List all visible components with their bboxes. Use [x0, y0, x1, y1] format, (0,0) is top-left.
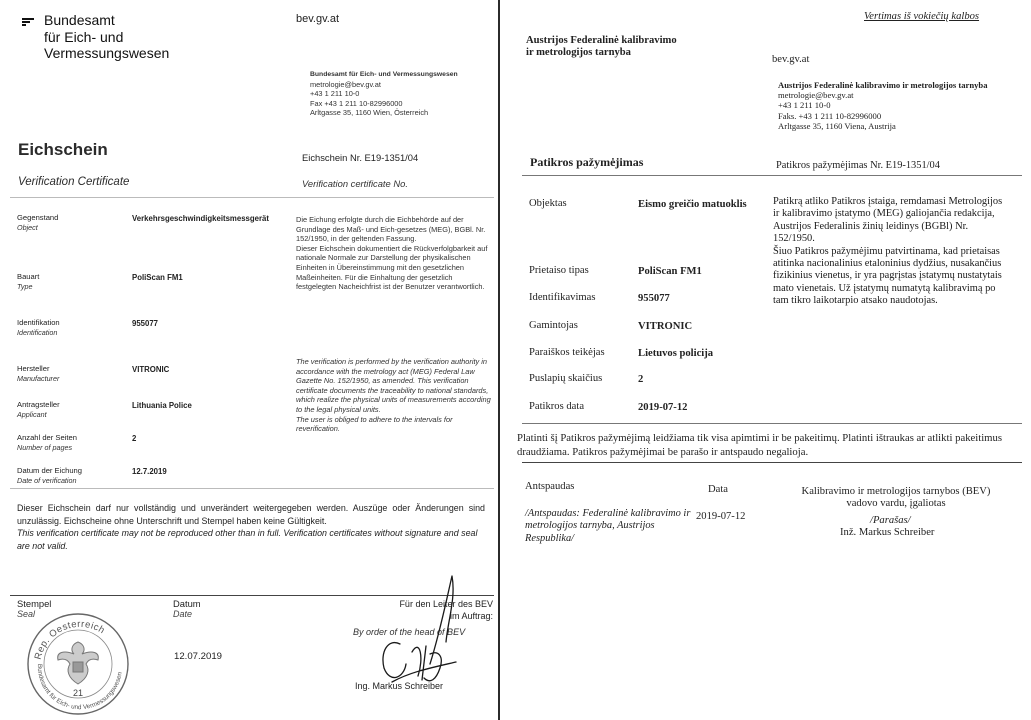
legal-text-en: The verification is performed by the verification authority in accordance with the metrology act (MEG) Federal Law Gazette No. 152/1950, as amended. This verification certificate documents the traceability to national standards, which realize the physical units of measurements according to the legal physical units. The user is obliged to adhere to the intervals for reverification. [296, 357, 491, 434]
field-manufacturer: Hersteller Manufacturer [17, 364, 60, 383]
signing-authority-en: By order of the head of BEV [353, 627, 466, 637]
field-object-value: Verkehrsgeschwindigkeitsmessgerät [132, 214, 269, 223]
header-divider [522, 175, 1022, 176]
field-applicant: Antragsteller Applicant [17, 400, 60, 419]
stamp-label: Antspaudas [525, 481, 575, 492]
header-divider [10, 197, 494, 198]
field-date-value: 12.7.2019 [132, 467, 167, 476]
page-title: Eichschein [18, 140, 108, 159]
date-label: Datum Date [173, 598, 201, 619]
website: bev.gv.at [772, 54, 810, 65]
seal-bottom-text: Bundesamt für Eich- und Vermessungswesen [35, 663, 124, 712]
field-pages-label: Puslapių skaičius [529, 373, 603, 384]
fields-divider [10, 488, 494, 489]
field-type-value: PoliScan FM1 [132, 273, 183, 282]
certificate-number: Eichschein Nr. E19-1351/04 [302, 152, 419, 163]
date-label: Data [708, 484, 728, 495]
signing-authority: Für den Leiter des BEV im Auftrag: [399, 599, 493, 621]
field-date: Datum der Eichung Date of verification [17, 466, 83, 485]
field-manufacturer-value: VITRONIC [638, 321, 693, 332]
field-pages-value: 2 [132, 434, 137, 443]
org-name: Austrijos Federalinė kalibravimo ir metrologijos tarnyba [526, 35, 677, 58]
translation-note: Vertimas iš vokiečių kalbos [864, 11, 980, 22]
page-subtitle: Verification Certificate [18, 176, 130, 188]
signature-date: 12.07.2019 [174, 651, 223, 662]
signature-rule [522, 462, 1022, 463]
field-identification: Identifikation Identification [17, 318, 60, 337]
german-certificate-page [0, 0, 498, 720]
field-applicant-label: Paraiškos teikėjas [529, 347, 605, 358]
stamp-label: Stempel Seal [17, 598, 52, 619]
field-object-label: Objektas [529, 198, 567, 209]
field-type: Bauart Type [17, 272, 40, 291]
field-type-value: PoliScan FM1 [638, 266, 702, 277]
certificate-number-en: Verification certificate No. [302, 178, 408, 189]
field-applicant-value: Lietuvos policija [638, 348, 714, 359]
field-object: Gegenstand Object [17, 213, 59, 232]
certificate-number: Patikros pažymėjimas Nr. E19-1351/04 [776, 160, 940, 171]
field-manufacturer-label: Gamintojas [529, 320, 578, 331]
field-pages: Anzahl der Seiten Number of pages [17, 433, 77, 452]
address-block: Bundesamt für Eich- und Vermessungswesen metrologie@bev.gv.at +43 1 211 10-0 Fax +43 1 211 10-82996000 Arltgasse 35, 1160 Wien, Österreich [310, 71, 458, 118]
lithuanian-translation-page [500, 0, 1031, 720]
notice-de: Dieser Eichschein darf nur vollständig und unverändert weitergegeben werden. Auszüge oder Änderungen sind unzulässig. Eichscheine ohne Unterschrift und Stempel haben keine Gültigkeit. [17, 503, 485, 526]
signer-name: Ing. Markus Schreiber [355, 681, 444, 691]
org-name: Bundesamt für Eich- und Vermessungswesen [44, 12, 170, 61]
eagle-emblem-icon [58, 642, 99, 684]
field-date-value: 2019-07-12 [638, 402, 688, 413]
field-pages-value: 2 [638, 374, 644, 385]
field-object-value: Eismo greičio matuoklis [638, 199, 747, 210]
bev-logo-icon [22, 18, 34, 25]
page-title: Patikros pažymėjimas [530, 155, 644, 169]
legal-text-de: Die Eichung erfolgte durch die Eichbehörde auf der Grundlage des Maß- und Eich-gesetzes (MEG), BGBl. Nr. 152/1950, in der geltenden Fassung. Dieser Eichschein dokumentiert die Rückverfolgbarkeit auf nationale Normale zur Darstellung der physikalischen Einheiten in Übereinstimmung mit den gesetzlichen Maßeinheiten. Für die Einhaltung der gesetzlich festgelegten Nacheichfrist ist der Benutzer verantwortlich. [296, 215, 488, 292]
stamp-description: /Antspaudas: Federalinė kalibravimo ir metrologijos tarnyba, Austrijos Respublika/ [525, 508, 691, 544]
signature-mark: /Parašas/ [870, 515, 911, 526]
field-identification-value: 955077 [132, 319, 159, 328]
signing-authority: Kalibravimo ir metrologijos tarnybos (BEV) vadovo vardu, įgaliotas [801, 486, 991, 510]
field-manufacturer-value: VITRONIC [132, 365, 170, 374]
legal-text: Patikrą atliko Patikros įstaiga, remdamasi Metrologijos ir kalibravimo įstatymo (MEG) galiojančia redakcija, Austrijos Federalinis žinių leidinys (BGBl) Nr. 152/1950. Šiuo Patikros pažymėjimu patvirtinama, kad prietaisas atitinka nacionalinius etaloninius dydžius, nusakančius fizikinius vienetus, ir yra pagrįstas įstatymų nustatytais mato vienetais. Už įstatymų numatytą kalibravimą po tam tikro laikotarpio atsako naudotojas. [773, 196, 1003, 307]
notice-en: This verification certificate may not be reproduced other than in full. Verification certificates without signature and seal are not valid. [17, 528, 478, 551]
handwritten-signature [360, 572, 470, 692]
website: bev.gv.at [296, 13, 340, 25]
field-date-label: Patikros data [529, 401, 585, 412]
fields-divider [522, 423, 1022, 424]
notice: Platinti šį Patikros pažymėjimą leidžiama tik visa apimtimi ir be pakeitimų. Platinti ištraukas ar atlikti pakeitimus draudžiama. Patikros pažymėjimai be parašo ir antspaudo negalioja. [517, 432, 1003, 458]
signer-name: Inž. Markus Schreiber [840, 527, 935, 538]
field-type-label: Prietaiso tipas [529, 265, 589, 276]
address-block: Austrijos Federalinė kalibravimo ir metrologijos tarnyba metrologie@bev.gv.at +43 1 211 10-0 Faks. +43 1 211 10-82996000 Arltgasse 35, 1160 Viena, Austrija [778, 80, 988, 131]
seal-top-text: Rep. Oesterreich [32, 618, 107, 661]
field-identification-value: 955077 [638, 293, 670, 304]
official-seal [12, 600, 134, 718]
signature-date: 2019-07-12 [696, 511, 746, 522]
field-identification-label: Identifikavimas [529, 292, 596, 303]
seal-number: 21 [72, 688, 84, 698]
field-applicant-value: Lithuania Police [132, 401, 192, 410]
